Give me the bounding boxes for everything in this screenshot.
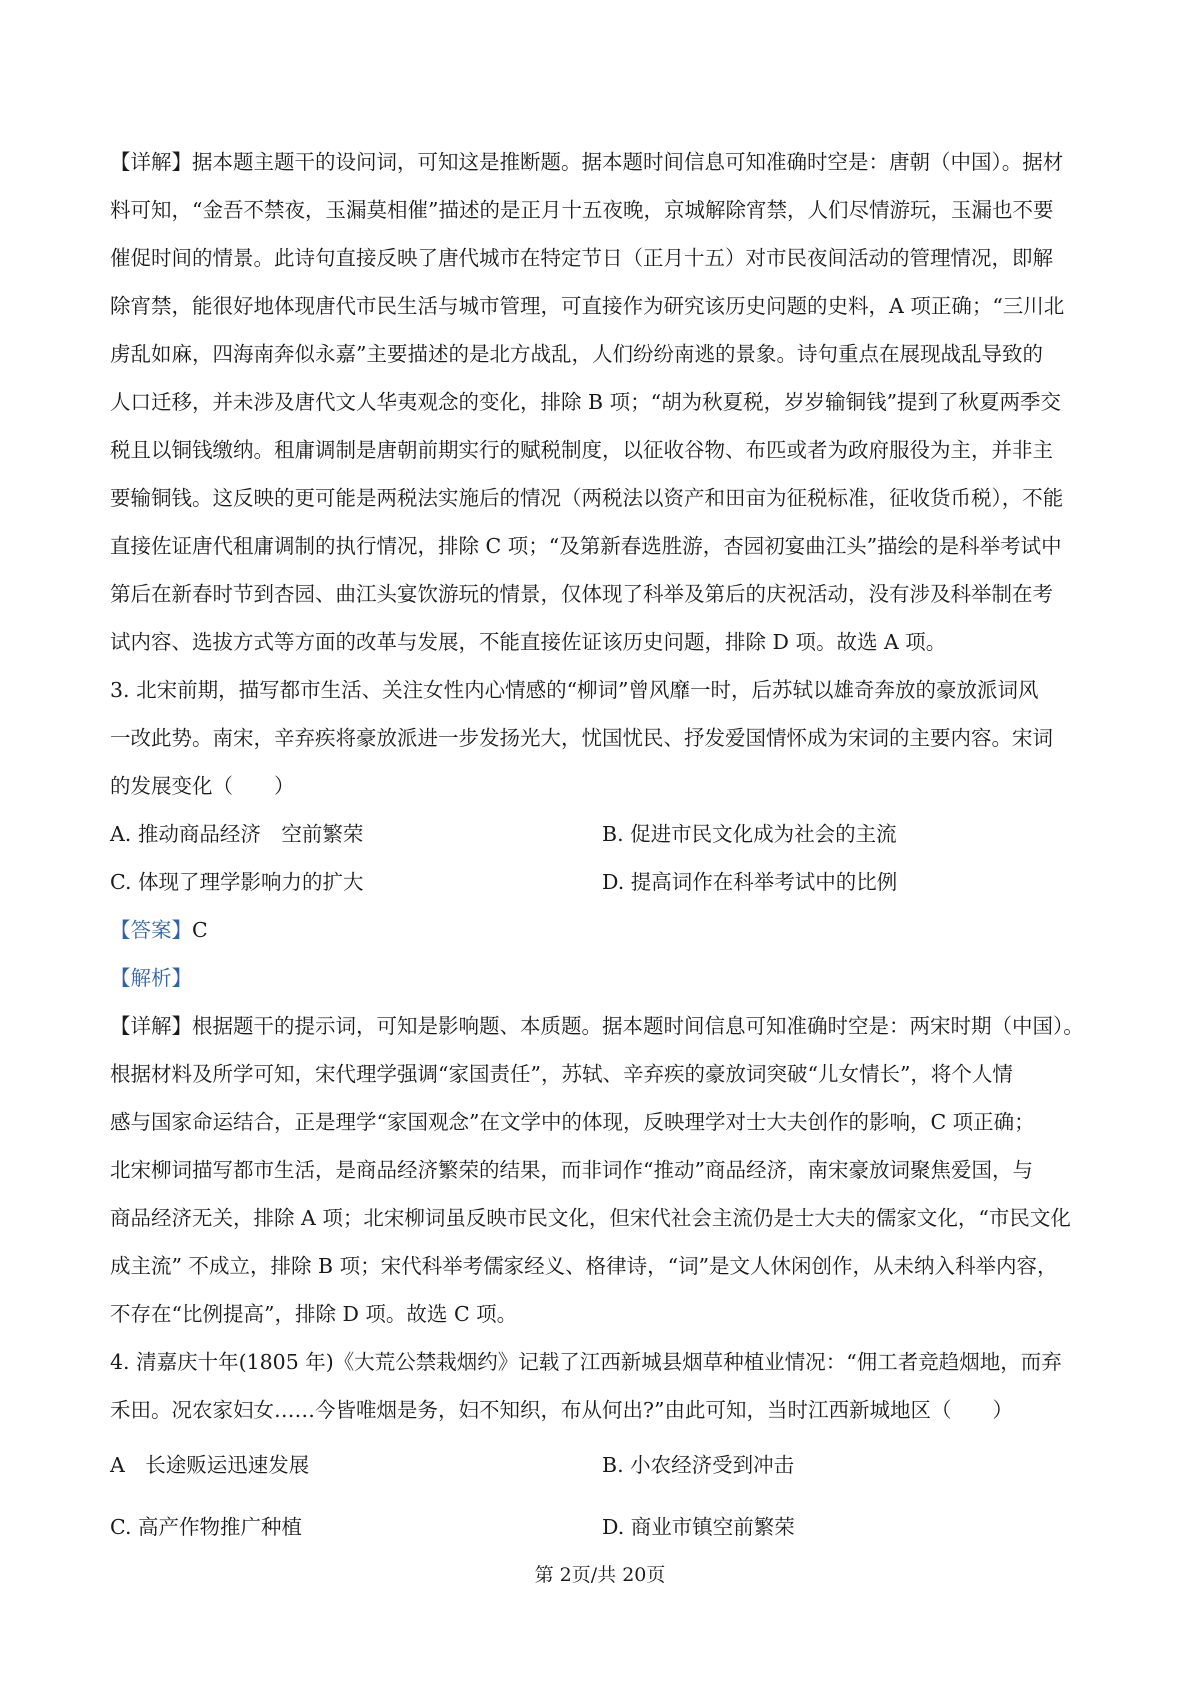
option-row bbox=[110, 1496, 1095, 1558]
text-line: 第后在新春时节到杏园、曲江头宴饮游玩的情景，仅体现了科举及第后的庆祝活动，没有涉及科举制在考 bbox=[110, 582, 1053, 606]
text-line: 料可知，“金吾不禁夜，玉漏莫相催”描述的是正月十五夜晚，京城解除宵禁，人们尽情游玩，玉漏也不要 bbox=[110, 198, 1054, 222]
answer-line bbox=[110, 906, 1095, 954]
text-line: 感与国家命运结合，正是理学“家国观念”在文学中的体现，反映理学对士大夫创作的影响，C 项正确； bbox=[110, 1110, 1035, 1134]
question-3-options bbox=[110, 810, 1095, 906]
text-line: 不存在“比例提高”，排除 D 项。故选 C 项。 bbox=[110, 1302, 518, 1326]
text-line: 催促时间的情景。此诗句直接反映了唐代城市在特定节日（正月十五）对市民夜间活动的管理情况，即解 bbox=[110, 246, 1053, 270]
option-d: D. 商业市镇空前繁荣 bbox=[602, 1515, 795, 1539]
analysis-line bbox=[110, 954, 1095, 1002]
text-line: 人口迁移，并未涉及唐代文人华夷观念的变化，排除 B 项；“胡为秋夏税，岁岁输铜钱”提到了秋夏两季交 bbox=[110, 390, 1062, 414]
option-b: B. 促进市民文化成为社会的主流 bbox=[602, 822, 897, 846]
document-page bbox=[110, 138, 1095, 1558]
option-b: B. 小农经济受到冲击 bbox=[602, 1453, 795, 1477]
text-line: 一改此势。南宋，辛弃疾将豪放派进一步发扬光大，忧国忧民、抒发爱国情怀成为宋词的主要内容。宋词 bbox=[110, 726, 1053, 750]
text-line: 成主流” 不成立，排除 B 项；宋代科举考儒家经义、格律诗，“词”是文人休闲创作，从未纳入科举内容， bbox=[110, 1254, 1058, 1278]
option-row bbox=[110, 810, 1095, 858]
text-line: 的发展变化（ ） bbox=[110, 774, 295, 798]
question-4-stem bbox=[110, 1338, 1095, 1434]
text-line: 禾田。况农家妇女……今皆唯烟是务，妇不知织，布从何出?”由此可知，当时江西新城地区（ ） bbox=[110, 1398, 1013, 1422]
text-line: 3. 北宋前期，描写都市生活、关注女性内心情感的“柳词”曾风靡一时，后苏轼以雄奇奔放的豪放派词风 bbox=[110, 678, 1039, 702]
analysis-label: 【解析】 bbox=[110, 966, 192, 990]
option-c: C. 高产作物推广种植 bbox=[110, 1515, 302, 1539]
option-c: C. 体现了理学影响力的扩大 bbox=[110, 870, 364, 894]
text-line: 除宵禁，能很好地体现唐代市民生活与城市管理，可直接作为研究该历史问题的史料，A 项正确；“三川北 bbox=[110, 294, 1065, 318]
answer-label: 【答案】 bbox=[110, 918, 192, 942]
detail-paragraph-q2 bbox=[110, 138, 1095, 666]
text-line: 试内容、选拔方式等方面的改革与发展，不能直接佐证该历史问题，排除 D 项。故选 A 项。 bbox=[110, 630, 947, 654]
detail-paragraph-q3 bbox=[110, 1002, 1095, 1338]
text-line: 【详解】据本题主题干的设问词，可知这是推断题。据本题时间信息可知准确时空是：唐朝（中国）。据材 bbox=[110, 150, 1064, 174]
question-3-stem bbox=[110, 666, 1095, 810]
text-line: 【详解】根据题干的提示词，可知是影响题、本质题。据本题时间信息可知准确时空是：两宋时期（中国）。 bbox=[110, 1014, 1084, 1038]
text-line: 4. 清嘉庆十年(1805 年)《大荒公禁栽烟约》记载了江西新城县烟草种植业情况：“佣工者竞趋烟地，而弃 bbox=[110, 1350, 1062, 1374]
text-line: 北宋柳词描写都市生活，是商品经济繁荣的结果，而非词作“推动”商品经济，南宋豪放词聚焦爱国，与 bbox=[110, 1158, 1033, 1182]
option-a: A 长途贩运迅速发展 bbox=[110, 1453, 310, 1477]
text-line: 虏乱如麻，四海南奔似永嘉”主要描述的是北方战乱，人们纷纷南逃的景象。诗句重点在展现战乱导致的 bbox=[110, 342, 1043, 366]
text-line: 直接佐证唐代租庸调制的执行情况，排除 C 项；“及第新春选胜游，杏园初宴曲江头”描绘的是科举考试中 bbox=[110, 534, 1062, 558]
option-row bbox=[110, 858, 1095, 906]
option-a: A. 推动商品经济 空前繁荣 bbox=[110, 822, 364, 846]
text-line: 商品经济无关，排除 A 项；北宋柳词虽反映市民文化，但宋代社会主流仍是士大夫的儒家文化，“市民文化 bbox=[110, 1206, 1071, 1230]
option-row bbox=[110, 1434, 1095, 1496]
text-line: 根据材料及所学可知，宋代理学强调“家国责任”，苏轼、辛弃疾的豪放词突破“儿女情长”，将个人情 bbox=[110, 1062, 1013, 1086]
answer-value: C bbox=[192, 918, 208, 942]
option-d: D. 提高词作在科举考试中的比例 bbox=[602, 870, 898, 894]
text-line: 要输铜钱。这反映的更可能是两税法实施后的情况（两税法以资产和田亩为征税标准，征收货币税），不能 bbox=[110, 486, 1064, 510]
page-number: 第 2页/共 20页 bbox=[534, 1564, 666, 1586]
question-4-options bbox=[110, 1434, 1095, 1558]
answer-text bbox=[110, 906, 1095, 954]
text-line: 税且以铜钱缴纳。租庸调制是唐朝前期实行的赋税制度，以征收谷物、布匹或者为政府服役为主，并非主 bbox=[110, 438, 1053, 462]
